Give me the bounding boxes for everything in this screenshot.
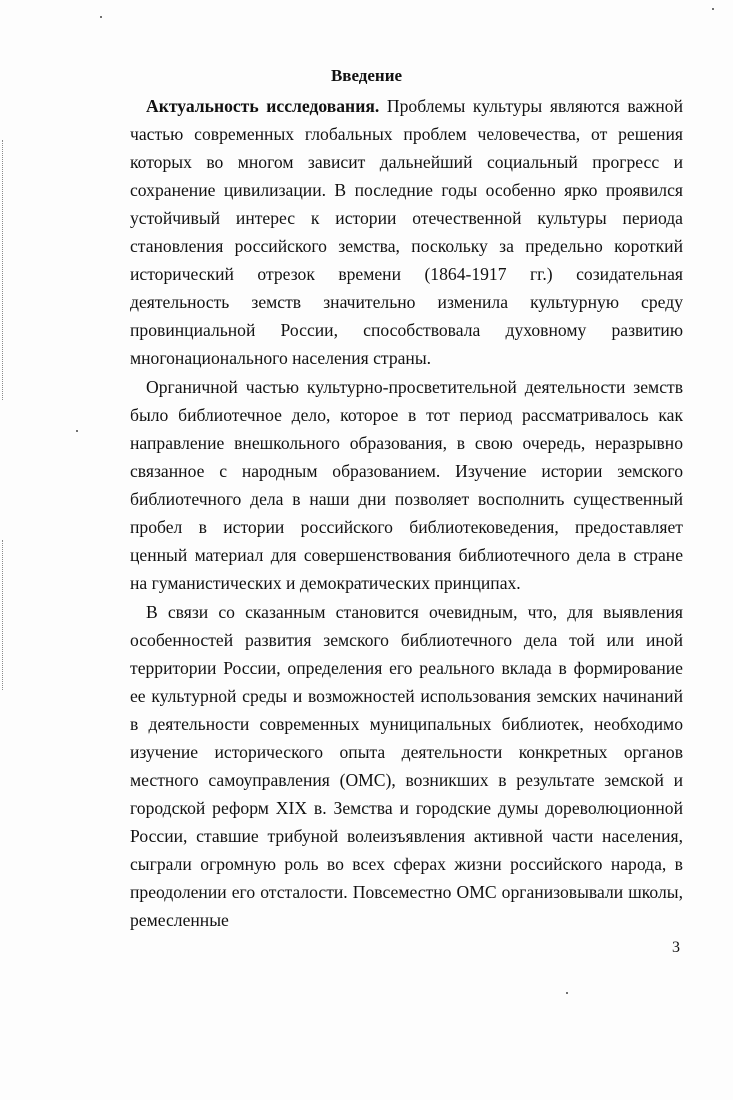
- section-heading: Введение: [330, 66, 403, 85]
- paragraph-text: Проблемы культуры являются важной частью современных глобальных проблем человечества, от решения которых во многом зависит дальнейший социальный прогресс и сохранение цивилизации. В последние годы особенно ярко проявился устойчивый интерес к истории отечественной культуры периода становления российского земства, поскольку за предельно короткий исторический отрезок времени (1864-1917 гг.) созидательная деятельность земств значительно изменила культурную среду провинциальной России, способствовала духовному развитию многонационального населения страны.: [130, 96, 683, 368]
- paragraph-text: Органичной частью культурно-просветительной деятельности земств было библиотечное дело, которое в тот период рассматривалось как направление внешкольного образования, в свою очередь, неразрывно связанное с народным образованием. Изучение истории земского библиотечного дела в наши дни позволяет восполнить существенный пробел в истории российского библиотековедения, предоставляет ценный материал для совершенствования библиотечного дела в стране на гуманистических и демократических принципах.: [130, 377, 683, 593]
- scan-speck: [100, 16, 102, 18]
- paragraph-library-work: [130, 373, 683, 597]
- scan-speck: [76, 430, 78, 432]
- paragraph-text: В связи со сказанным становится очевидным, что, для выявления особенностей развития земского библиотечного дела той или иной территории России, определения его реального вклада в формирование ее культурной среды и возможностей использования земских начинаний в деятельности современных муниципальных библиотек, необходимо изучение исторического опыта деятельности конкретных органов местного самоуправления (ОМС), возникших в результате земской и городской реформ XIX в. Земства и городские думы дореволюционной России, ставшие трибуной волеизъявления активной части населения, сыграли огромную роль во всех сферах жизни российского народа, в преодолении его отсталости. Повсеместно ОМС организовывали школы, ремесленные: [130, 602, 683, 930]
- paragraph-relevance: [130, 92, 683, 372]
- paragraph-lead: Актуальность исследования.: [146, 96, 380, 116]
- scan-speck: [712, 8, 714, 10]
- paragraph-local-government: [130, 598, 683, 934]
- scan-margin-marks-lower: [2, 540, 11, 690]
- page-number: 3: [672, 939, 680, 956]
- scan-margin-marks: [2, 140, 11, 400]
- scan-speck: [566, 992, 568, 994]
